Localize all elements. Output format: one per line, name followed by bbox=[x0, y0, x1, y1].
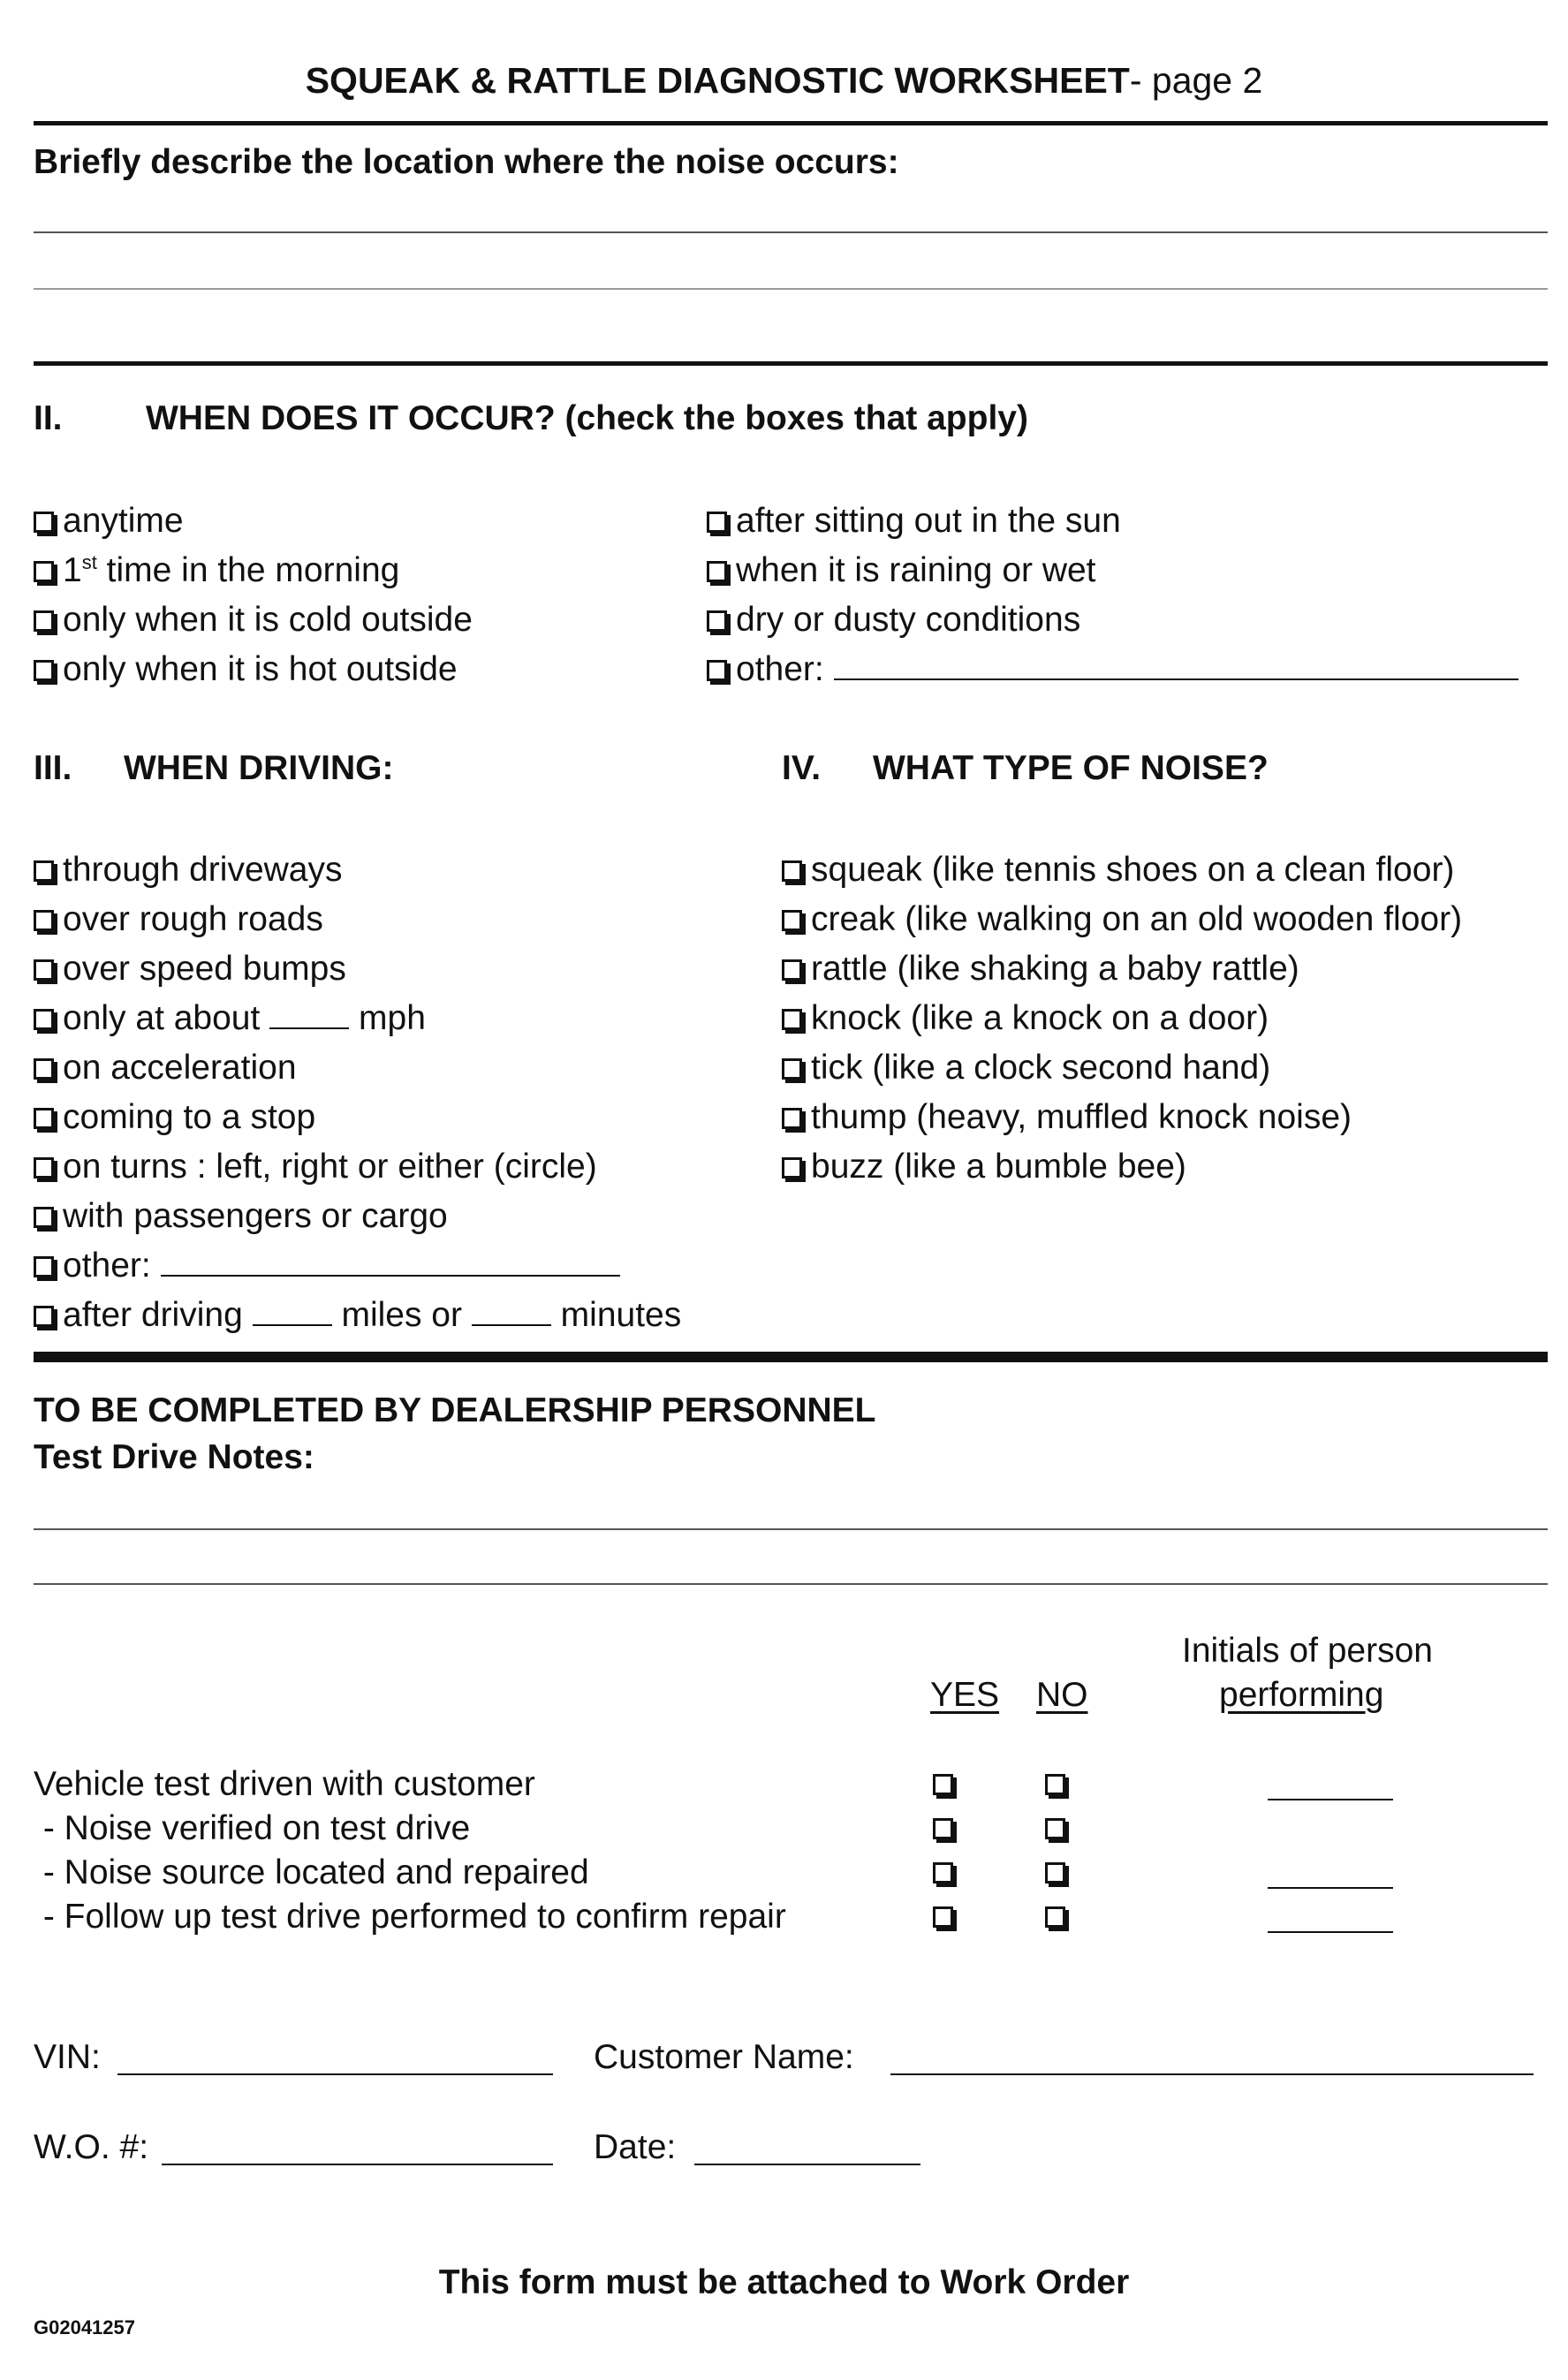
notes-line-1[interactable] bbox=[34, 1528, 1548, 1530]
when-option-hot[interactable]: only when it is hot outside bbox=[34, 650, 458, 689]
no-checkbox[interactable] bbox=[1045, 1862, 1065, 1884]
other-when-field[interactable] bbox=[834, 678, 1519, 680]
vin-field[interactable] bbox=[117, 2073, 553, 2075]
driving-option[interactable]: coming to a stop bbox=[34, 1098, 315, 1137]
customer-name-field[interactable] bbox=[890, 2073, 1534, 2075]
no-checkbox[interactable] bbox=[1045, 1818, 1065, 1839]
checkbox[interactable] bbox=[782, 910, 802, 931]
noise-option[interactable]: knock (like a knock on a door) bbox=[782, 999, 1269, 1038]
no-checkbox[interactable] bbox=[1045, 1774, 1065, 1795]
when-option-sun[interactable]: after sitting out in the sun bbox=[707, 502, 1121, 541]
when-option-dry[interactable]: dry or dusty conditions bbox=[707, 601, 1080, 640]
checkbox[interactable] bbox=[34, 512, 54, 533]
initials-field[interactable] bbox=[1268, 1887, 1393, 1889]
checkbox[interactable] bbox=[34, 660, 54, 681]
miles-field[interactable] bbox=[253, 1324, 332, 1326]
checkbox[interactable] bbox=[34, 910, 54, 931]
noise-option[interactable]: rattle (like shaking a baby rattle) bbox=[782, 950, 1299, 989]
other-driving-field[interactable] bbox=[161, 1275, 620, 1277]
checkbox[interactable] bbox=[707, 512, 727, 533]
document-code: G02041257 bbox=[34, 2316, 135, 2338]
wo-label: W.O. #: bbox=[34, 2128, 149, 2166]
date-field[interactable] bbox=[694, 2164, 920, 2165]
minutes-field[interactable] bbox=[472, 1324, 551, 1326]
checkbox[interactable] bbox=[34, 1009, 54, 1030]
driving-option-other[interactable]: other: bbox=[34, 1247, 620, 1285]
no-header: NO bbox=[1036, 1676, 1088, 1714]
divider bbox=[34, 1352, 1548, 1362]
title-page: - page 2 bbox=[1129, 60, 1263, 101]
driving-option[interactable]: with passengers or cargo bbox=[34, 1197, 448, 1236]
driving-option[interactable]: on turns : left, right or either (circle) bbox=[34, 1148, 597, 1186]
check-row-label: - Follow up test drive performed to confirm repair bbox=[34, 1898, 786, 1936]
checkbox[interactable] bbox=[707, 660, 727, 681]
worksheet-title bbox=[0, 60, 1568, 102]
checkbox[interactable] bbox=[782, 1058, 802, 1080]
when-option-other[interactable]: other: bbox=[707, 650, 1519, 689]
checkbox[interactable] bbox=[34, 610, 54, 632]
initials-header-line2: performing bbox=[1219, 1676, 1384, 1714]
yes-header: YES bbox=[930, 1676, 1000, 1714]
checkbox[interactable] bbox=[707, 610, 727, 632]
vin-label: VIN: bbox=[34, 2038, 101, 2076]
checkbox[interactable] bbox=[34, 860, 54, 882]
yes-checkbox[interactable] bbox=[933, 1906, 953, 1928]
driving-option-speed[interactable]: only at about mph bbox=[34, 999, 426, 1038]
attach-notice: This form must be attached to Work Order bbox=[438, 2263, 1130, 2301]
driving-option[interactable]: on acceleration bbox=[34, 1049, 297, 1088]
customer-name-label: Customer Name: bbox=[594, 2038, 854, 2076]
mph-field[interactable] bbox=[269, 1027, 349, 1029]
checkbox[interactable] bbox=[34, 1306, 54, 1327]
when-option-rain[interactable]: when it is raining or wet bbox=[707, 551, 1096, 590]
driving-option[interactable]: over speed bumps bbox=[34, 950, 346, 989]
yes-checkbox[interactable] bbox=[933, 1862, 953, 1884]
when-option-first-time[interactable]: 1st time in the morning bbox=[34, 551, 399, 590]
checkbox[interactable] bbox=[34, 1058, 54, 1080]
checkbox[interactable] bbox=[782, 959, 802, 981]
dealer-heading: TO BE COMPLETED BY DEALERSHIP PERSONNEL bbox=[34, 1391, 876, 1429]
when-option-anytime[interactable]: anytime bbox=[34, 502, 184, 541]
yes-checkbox[interactable] bbox=[933, 1818, 953, 1839]
checkbox[interactable] bbox=[782, 1157, 802, 1179]
section4-heading: WHAT TYPE OF NOISE? bbox=[873, 749, 1269, 787]
checkbox[interactable] bbox=[707, 561, 727, 582]
section2-numeral: II. bbox=[34, 399, 63, 437]
when-option-cold[interactable]: only when it is cold outside bbox=[34, 601, 473, 640]
initials-header-line1: Initials of person bbox=[1182, 1632, 1433, 1670]
section3-numeral: III. bbox=[34, 749, 72, 787]
divider bbox=[34, 121, 1548, 125]
driving-option-after[interactable]: after driving miles or minutes bbox=[34, 1296, 681, 1335]
yes-checkbox[interactable] bbox=[933, 1774, 953, 1795]
noise-option[interactable]: buzz (like a bumble bee) bbox=[782, 1148, 1186, 1186]
noise-option[interactable]: squeak (like tennis shoes on a clean floor) bbox=[782, 851, 1454, 890]
noise-option[interactable]: tick (like a clock second hand) bbox=[782, 1049, 1270, 1088]
section2-heading: WHEN DOES IT OCCUR? (check the boxes that apply) bbox=[146, 399, 1028, 437]
noise-option[interactable]: creak (like walking on an old wooden floor) bbox=[782, 900, 1462, 939]
checkbox[interactable] bbox=[782, 1009, 802, 1030]
driving-option[interactable]: through driveways bbox=[34, 851, 343, 890]
checkbox[interactable] bbox=[34, 1256, 54, 1277]
wo-field[interactable] bbox=[162, 2164, 553, 2165]
checkbox[interactable] bbox=[34, 1157, 54, 1179]
location-line-2[interactable] bbox=[34, 288, 1548, 290]
checkbox[interactable] bbox=[782, 860, 802, 882]
title-bold: SQUEAK & RATTLE DIAGNOSTIC WORKSHEET bbox=[305, 60, 1130, 101]
checkbox[interactable] bbox=[34, 561, 54, 582]
notes-line-2[interactable] bbox=[34, 1583, 1548, 1585]
location-prompt: Briefly describe the location where the noise occurs: bbox=[34, 143, 899, 181]
check-row-label: - Noise source located and repaired bbox=[34, 1853, 589, 1891]
divider bbox=[34, 361, 1548, 366]
checkbox[interactable] bbox=[34, 1207, 54, 1228]
checkbox[interactable] bbox=[34, 959, 54, 981]
no-checkbox[interactable] bbox=[1045, 1906, 1065, 1928]
checkbox[interactable] bbox=[34, 1108, 54, 1129]
check-row-label: - Noise verified on test drive bbox=[34, 1809, 471, 1847]
checkbox[interactable] bbox=[782, 1108, 802, 1129]
driving-option[interactable]: over rough roads bbox=[34, 900, 323, 939]
noise-option[interactable]: thump (heavy, muffled knock noise) bbox=[782, 1098, 1352, 1137]
date-label: Date: bbox=[594, 2128, 677, 2166]
initials-field[interactable] bbox=[1268, 1799, 1393, 1800]
location-line-1[interactable] bbox=[34, 231, 1548, 233]
section3-heading: WHEN DRIVING: bbox=[124, 749, 394, 787]
test-drive-notes-label: Test Drive Notes: bbox=[34, 1438, 314, 1476]
initials-field[interactable] bbox=[1268, 1931, 1393, 1933]
check-row-label: Vehicle test driven with customer bbox=[34, 1765, 535, 1803]
section4-numeral: IV. bbox=[782, 749, 822, 787]
